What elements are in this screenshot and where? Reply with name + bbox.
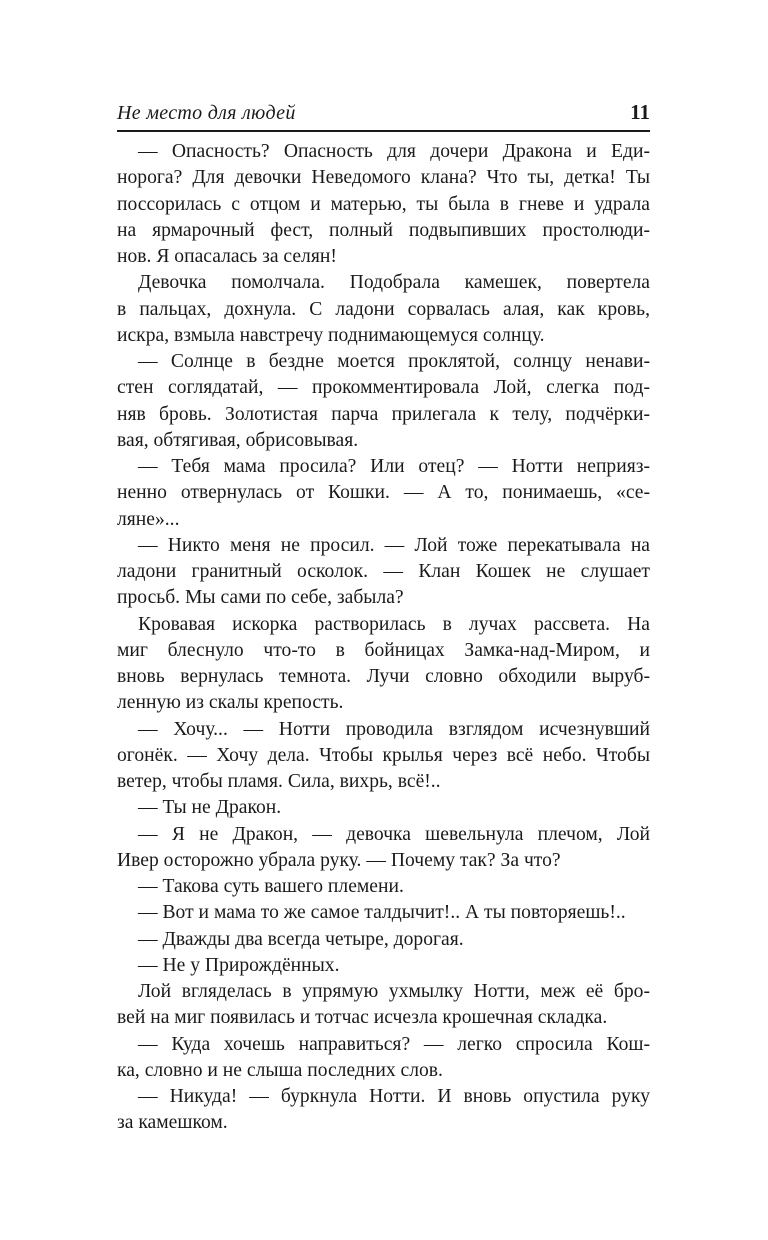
- text-line: на ярмарочный фест, полный подвыпивших простолюди-: [117, 219, 650, 241]
- text-line: Кровавая искорка растворилась в лучах рассвета. На: [138, 613, 650, 635]
- text-line: в пальцах, дохнула. С ладони сорвалась алая, как кровь,: [117, 298, 650, 320]
- running-title: Не место для людей: [117, 102, 296, 124]
- text-line: — Опасность? Опасность для дочери Дракона и Еди-: [138, 141, 650, 162]
- paragraph: [117, 822, 650, 875]
- paragraph: [117, 900, 650, 926]
- text-line: ка, словно и не слыша последних слов.: [117, 1059, 443, 1081]
- text-line: ветер, чтобы пламя. Сила, вихрь, всё!..: [117, 771, 441, 792]
- paragraph: [117, 270, 650, 349]
- page-number: 11: [630, 100, 650, 124]
- paragraph: [117, 979, 650, 1032]
- paragraph: [117, 1084, 650, 1137]
- body-text: [117, 139, 650, 1137]
- text-line: — Я не Дракон, — девочка шевельнула плечом, Лой: [138, 823, 650, 845]
- text-line: — Не у Прирождённых.: [138, 954, 340, 976]
- paragraph: [117, 795, 650, 821]
- text-line: вей на миг появилась и тотчас исчезла крошечная складка.: [117, 1007, 608, 1029]
- paragraph: [117, 953, 650, 979]
- text-line: — Хочу... — Нотти проводила взглядом исчезнувший: [138, 718, 650, 740]
- text-line: — Дважды два всегда четыре, дорогая.: [138, 928, 464, 950]
- text-line: миг блеснуло что-то в бойницах Замка-над-Миром, и: [117, 639, 650, 661]
- text-line: за камешком.: [117, 1112, 228, 1134]
- text-line: — Такова суть вашего племени.: [138, 876, 404, 897]
- text-line: — Вот и мама то же самое талдычит!.. А ты повторяешь!..: [138, 902, 626, 924]
- paragraph: [117, 349, 650, 454]
- text-line: ляне»...: [117, 508, 180, 530]
- text-line: няв бровь. Золотистая парча прилегала к телу, подчёрки-: [117, 403, 650, 425]
- header-rule: [117, 130, 650, 132]
- text-line: стен соглядатай, — прокомментировала Лой, слегка под-: [117, 377, 650, 399]
- paragraph: [117, 454, 650, 533]
- text-line: ненно отвернулась от Кошки. — А то, понимаешь, «се-: [117, 482, 650, 504]
- text-line: Лой вгляделась в упрямую ухмылку Нотти, меж её бро-: [138, 981, 650, 1002]
- text-line: Девочка помолчала. Подобрала камешек, повертела: [138, 272, 650, 294]
- text-line: вая, обтягивая, обрисовывая.: [117, 429, 359, 451]
- text-line: — Солнце в бездне моется проклятой, солнцу ненави-: [138, 351, 650, 372]
- paragraph: [117, 1032, 650, 1085]
- text-line: — Ты не Дракон.: [138, 797, 282, 819]
- text-line: Ивер осторожно убрала руку. — Почему так? За что?: [117, 849, 561, 871]
- text-line: просьб. Мы сами по себе, забыла?: [117, 587, 404, 609]
- text-line: поссорилась с отцом и матерью, ты была в гневе и удрала: [117, 193, 650, 215]
- text-line: огонёк. — Хочу дела. Чтобы крылья через всё небо. Чтобы: [117, 744, 650, 766]
- running-header: [117, 100, 650, 130]
- text-line: — Тебя мама просила? Или отец? — Нотти неприяз-: [138, 456, 650, 477]
- text-line: искра, взмыла навстречу поднимающемуся солнцу.: [117, 324, 545, 346]
- text-line: ладони гранитный осколок. — Клан Кошек не слушает: [117, 561, 650, 582]
- text-line: — Куда хочешь направиться? — легко спросила Кош-: [138, 1033, 650, 1055]
- text-line: — Никто меня не просил. — Лой тоже перекатывала на: [138, 534, 650, 556]
- paragraph: [117, 139, 650, 270]
- paragraph: [117, 927, 650, 953]
- paragraph: [117, 533, 650, 612]
- paragraph: [117, 717, 650, 796]
- text-line: норога? Для девочки Неведомого клана? Что ты, детка! Ты: [117, 167, 650, 189]
- text-line: нов. Я опасалась за селян!: [117, 246, 337, 267]
- text-line: ленную из скалы крепость.: [117, 692, 344, 714]
- text-line: — Никуда! — буркнула Нотти. И вновь опустила руку: [138, 1086, 650, 1107]
- paragraph: [117, 874, 650, 900]
- text-line: вновь вернулась темнота. Лучи словно обходили выруб-: [117, 666, 650, 687]
- paragraph: [117, 612, 650, 717]
